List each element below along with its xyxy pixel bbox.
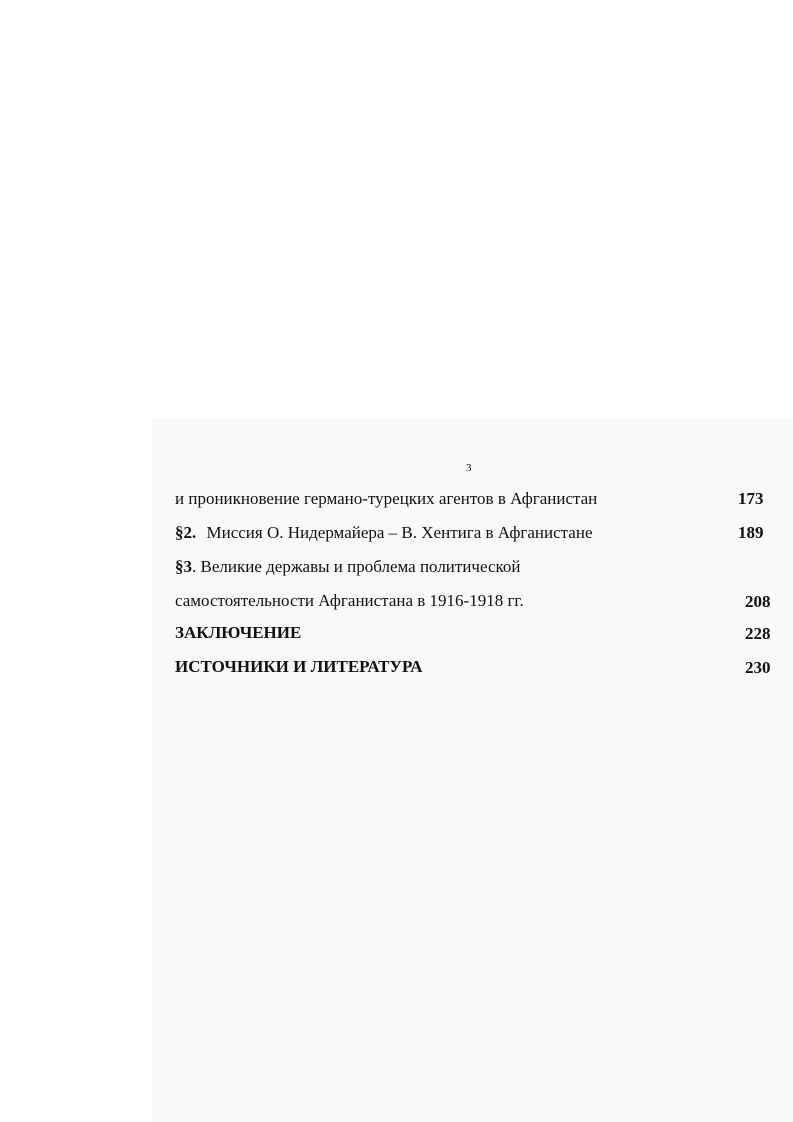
- toc-entry-sources: [175, 656, 422, 678]
- toc-entry: [175, 556, 520, 578]
- page-number: 3: [466, 462, 472, 474]
- toc-entry: [175, 488, 597, 510]
- toc-entry-text: ИСТОЧНИКИ И ЛИТЕРАТУРА: [175, 657, 423, 676]
- toc-entry-page: 228: [745, 624, 771, 643]
- toc-entry-page: 230: [745, 658, 771, 677]
- toc-entry-text: . Великие державы и проблема политической: [192, 557, 521, 576]
- section-marker: §3: [175, 557, 192, 576]
- section-marker: §2.: [175, 523, 197, 542]
- toc-entry-text: Миссия О. Нидермайера – В. Хентига в Афганистане: [206, 523, 593, 542]
- toc-entry: [175, 522, 593, 544]
- toc-entry-text: самостоятельности Афганистана в 1916-1918 гг.: [175, 591, 524, 610]
- toc-entry-page: 173: [738, 489, 764, 508]
- toc-entry-page: 189: [738, 523, 764, 542]
- toc-entry: [175, 590, 524, 612]
- toc-entry-conclusion: [175, 622, 301, 644]
- toc-entry-text: ЗАКЛЮЧЕНИЕ: [175, 623, 302, 642]
- toc-entry-page: 208: [745, 592, 771, 611]
- toc-entry-text: и проникновение германо-турецких агентов в Афганистан: [175, 489, 598, 508]
